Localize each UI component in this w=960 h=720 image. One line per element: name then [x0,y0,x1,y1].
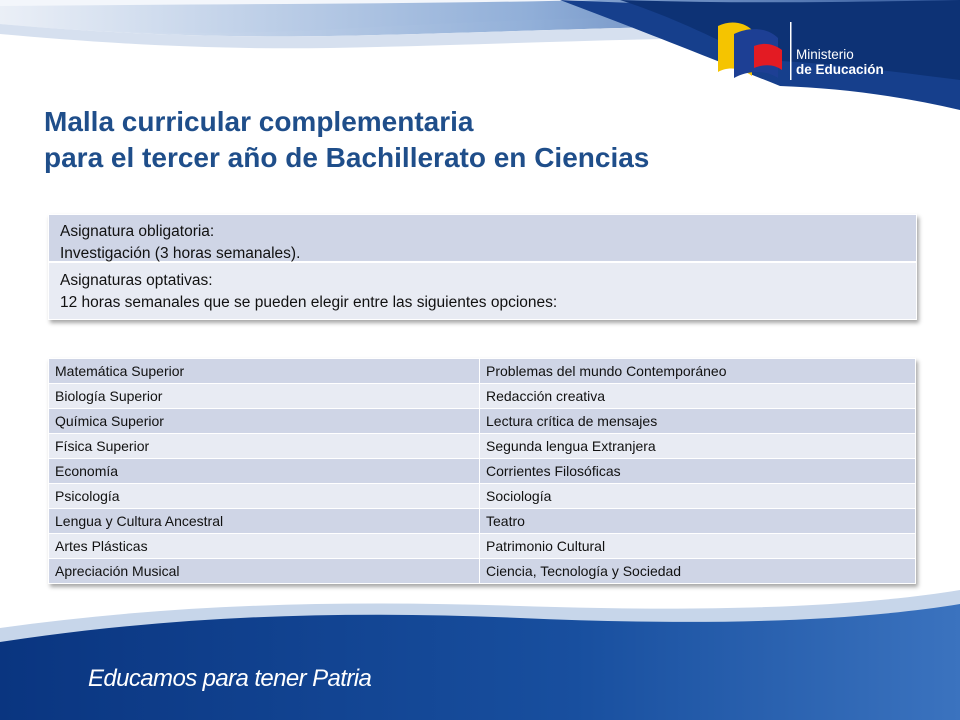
table-cell: Teatro [480,509,916,534]
logo-text [796,47,884,77]
table-cell: Problemas del mundo Contemporáneo [480,359,916,384]
bottom-wave-band [0,590,960,720]
table-row [49,559,916,584]
mandatory-subject-row [49,215,916,263]
table-cell: Corrientes Filosóficas [480,459,916,484]
subject-info-box [48,214,917,320]
table-row [49,409,916,434]
table-row [49,534,916,559]
optional-detail: 12 horas semanales que se pueden elegir entre las siguientes opciones: [60,294,558,311]
table-cell: Artes Plásticas [49,534,480,559]
logo-divider [790,22,792,80]
table-cell: Economía [49,459,480,484]
table-cell: Matemática Superior [49,359,480,384]
table-cell: Biología Superior [49,384,480,409]
footer-slogan: Educamos para tener Patria [88,665,372,692]
logo-line-ministerio: Ministerio [796,47,854,62]
table-cell: Segunda lengua Extranjera [480,434,916,459]
table-cell: Física Superior [49,434,480,459]
title-line-1: Malla curricular complementaria [44,106,474,137]
table-cell: Lectura crítica de mensajes [480,409,916,434]
table-row [49,359,916,384]
table-row [49,509,916,534]
logo-line-educacion: de Educación [796,62,884,77]
table-cell: Ciencia, Tecnología y Sociedad [480,559,916,584]
table-cell: Apreciación Musical [49,559,480,584]
optional-heading: Asignaturas optativas: [60,272,213,289]
mandatory-heading: Asignatura obligatoria: [60,223,215,240]
table-cell: Patrimonio Cultural [480,534,916,559]
table-cell: Psicología [49,484,480,509]
table-row [49,434,916,459]
table-cell: Redacción creativa [480,384,916,409]
table-cell: Lengua y Cultura Ancestral [49,509,480,534]
table-cell: Sociología [480,484,916,509]
title-line-2: para el tercer año de Bachillerato en Ciencias [44,142,650,173]
mandatory-detail: Investigación (3 horas semanales). [60,245,301,262]
table-row [49,384,916,409]
optional-subjects-table [48,358,916,584]
table-cell: Química Superior [49,409,480,434]
table-row [49,459,916,484]
table-row [49,484,916,509]
page-title [44,104,649,176]
optional-subjects-row [49,263,916,319]
